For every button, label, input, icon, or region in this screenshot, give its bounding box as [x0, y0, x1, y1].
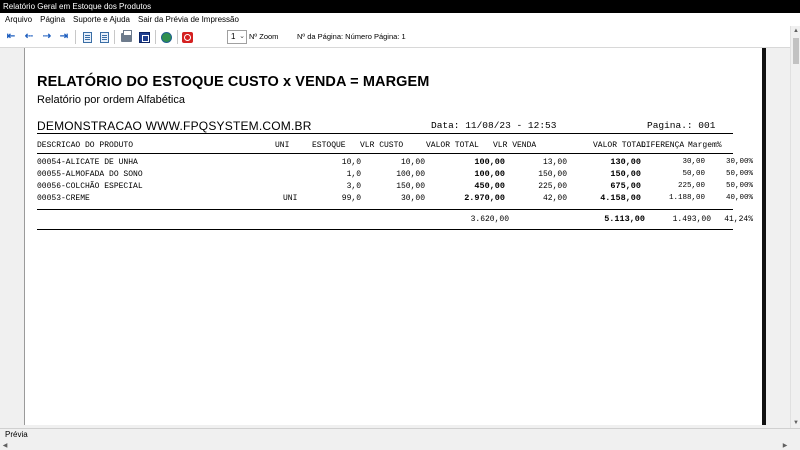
cell-vlr-venda: 225,00 — [538, 182, 567, 191]
cell-diferenca: 30,00 — [682, 158, 705, 166]
column-header-divider — [37, 153, 733, 154]
column-header-vlr-venda: VLR VENDA — [493, 141, 537, 150]
column-header-uni: UNI — [275, 141, 290, 150]
scroll-down-icon[interactable]: ▼ — [793, 420, 799, 426]
cell-uni: UNI — [283, 194, 298, 203]
cell-estoque: 99,0 — [341, 194, 361, 203]
column-header-descricao: DESCRICAO DO PRODUTO — [37, 141, 134, 150]
report-subtitle: Relatório por ordem Alfabética — [37, 94, 185, 106]
cell-vlr-custo: 10,00 — [400, 158, 425, 167]
print-icon — [121, 33, 132, 42]
cell-valor-total-venda: 130,00 — [610, 157, 641, 167]
status-bar — [0, 428, 800, 450]
zoom-select[interactable] — [227, 30, 247, 44]
cell-diferenca: 1.188,00 — [668, 194, 705, 202]
scroll-left-icon[interactable]: ◀ — [2, 443, 8, 449]
close-preview-icon — [182, 32, 193, 43]
calendar-icon — [139, 32, 150, 43]
report-date: Data: 11/08/23 - 12:53 — [431, 120, 557, 131]
cell-diferenca: 225,00 — [677, 182, 705, 190]
cell-vlr-venda: 150,00 — [538, 170, 567, 179]
first-page-icon: ⇤ — [6, 31, 16, 42]
cell-margem: 40,00% — [725, 194, 753, 202]
window-title: Relatório Geral em Estoque dos Produtos — [3, 2, 152, 11]
menu-sair-previa[interactable]: Sair da Prévia de Impressão — [137, 15, 239, 24]
window-title-bar — [0, 0, 800, 13]
previous-page-button[interactable] — [22, 30, 36, 44]
zoom-value: 1 — [231, 32, 236, 41]
report-title: RELATÓRIO DO ESTOQUE CUSTO x VENDA = MARGEM — [37, 74, 430, 90]
cell-descricao: 00055-ALMOFADA DO SONO — [37, 170, 143, 179]
menu-arquivo[interactable]: Arquivo — [5, 15, 33, 24]
company-name: DEMONSTRACAO WWW.FPQSYSTEM.COM.BR — [37, 119, 312, 133]
menu-suporte-ajuda[interactable]: Suporte e Ajuda — [73, 15, 130, 24]
total-diferenca: 1.493,00 — [672, 215, 711, 224]
toolbar-separator — [155, 30, 156, 44]
column-header-valor-total: VALOR TOTAL — [426, 141, 479, 150]
cell-valor-total-venda: 4.158,00 — [600, 193, 641, 203]
header-divider — [37, 133, 733, 134]
cell-vlr-custo: 30,00 — [400, 194, 425, 203]
previous-page-icon: ⇠ — [24, 31, 34, 42]
rows-divider — [37, 209, 733, 210]
cell-valor-total-venda: 150,00 — [610, 169, 641, 179]
chevron-down-icon: ⌄ — [239, 33, 245, 40]
web-button[interactable] — [159, 30, 173, 44]
toolbar-separator — [177, 30, 178, 44]
vertical-scrollbar[interactable] — [790, 26, 800, 428]
cell-vlr-custo: 150,00 — [396, 182, 425, 191]
toolbar-separator — [75, 30, 76, 44]
cell-descricao: 00053-CREME — [37, 194, 90, 203]
cell-descricao: 00056-COLCHÃO ESPECIAL — [37, 182, 143, 191]
cell-diferenca: 50,00 — [682, 170, 705, 178]
column-header-valor-total-venda: VALOR TOTAL — [593, 141, 646, 150]
column-header-estoque: ESTOQUE — [312, 141, 346, 150]
status-text: Prévia — [5, 430, 28, 439]
column-header-diferenca: DIFERENÇA — [641, 141, 685, 150]
toolbar-separator — [114, 30, 115, 44]
zoom-label: Nº Zoom — [249, 32, 279, 41]
two-pages-icon — [100, 32, 109, 43]
next-page-icon: ⇢ — [42, 31, 52, 42]
scroll-right-icon[interactable]: ▶ — [782, 443, 788, 449]
cell-estoque: 1,0 — [346, 170, 361, 179]
cell-descricao: 00054-ALICATE DE UNHA — [37, 158, 138, 167]
scroll-up-icon[interactable]: ▲ — [793, 28, 799, 34]
column-header-margem: Margem% — [688, 141, 722, 150]
total-valor-total: 3.620,00 — [470, 215, 509, 224]
column-header-vlr-custo: VLR CUSTO — [360, 141, 404, 150]
last-page-button[interactable] — [57, 30, 71, 44]
next-page-button[interactable] — [40, 30, 54, 44]
first-page-button[interactable] — [4, 30, 18, 44]
total-margem: 41,24% — [724, 215, 753, 224]
total-valor-total-venda: 5.113,00 — [604, 214, 645, 224]
two-pages-button[interactable] — [97, 30, 111, 44]
calendar-button[interactable] — [137, 30, 151, 44]
cell-margem: 50,00% — [725, 170, 753, 178]
globe-icon — [161, 32, 172, 43]
close-preview-button[interactable] — [180, 30, 194, 44]
single-page-button[interactable] — [80, 30, 94, 44]
menu-bar — [0, 13, 800, 26]
menu-pagina[interactable]: Página — [40, 15, 66, 24]
print-button[interactable] — [119, 30, 133, 44]
cell-estoque: 3,0 — [346, 182, 361, 191]
cell-vlr-venda: 42,00 — [542, 194, 567, 203]
scrollbar-thumb[interactable] — [793, 38, 799, 64]
cell-valor-total: 100,00 — [474, 157, 505, 167]
preview-viewport[interactable] — [0, 48, 790, 427]
cell-vlr-custo: 100,00 — [396, 170, 425, 179]
horizontal-scrollbar[interactable] — [0, 442, 790, 450]
toolbar — [0, 26, 800, 48]
single-page-icon — [83, 32, 92, 43]
page-number-label: Nº da Página: Número Página: 1 — [297, 32, 406, 41]
cell-margem: 50,00% — [725, 182, 753, 190]
cell-valor-total: 100,00 — [474, 169, 505, 179]
cell-margem: 30,00% — [725, 158, 753, 166]
totals-divider — [37, 229, 733, 230]
cell-valor-total-venda: 675,00 — [610, 181, 641, 191]
cell-estoque: 10,0 — [341, 158, 361, 167]
report-page-number: Pagina.: 001 — [647, 120, 716, 131]
cell-valor-total: 450,00 — [474, 181, 505, 191]
cell-vlr-venda: 13,00 — [542, 158, 567, 167]
report-page — [24, 48, 766, 425]
last-page-icon: ⇥ — [59, 31, 69, 42]
cell-valor-total: 2.970,00 — [464, 193, 505, 203]
